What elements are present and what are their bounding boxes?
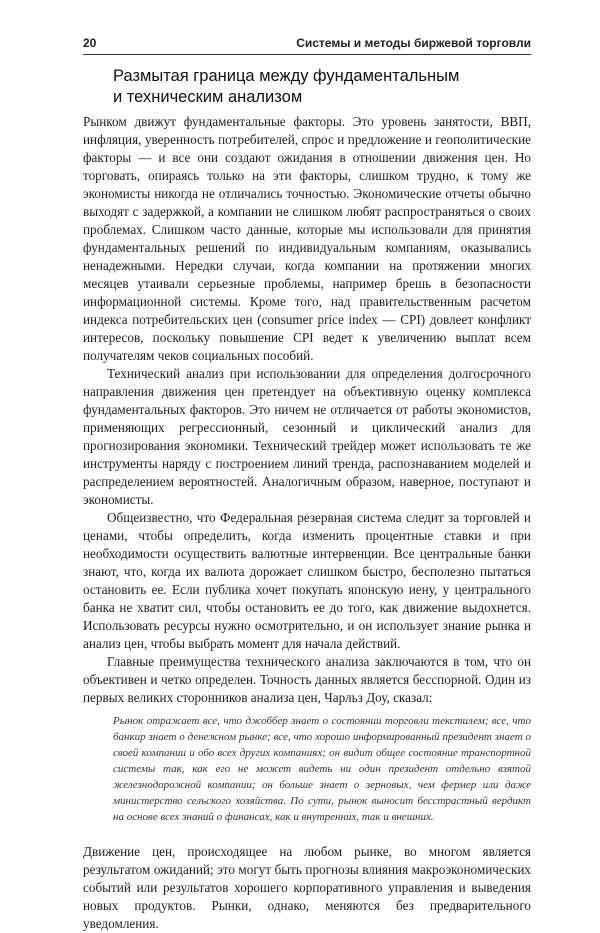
paragraph: Главные преимущества технического анализа заключаются в том, что он объективен и четко определен. Точность данных является бесспорной. Один из первых великих сторонников анализа цен, Чарльз Доу, сказал:	[83, 654, 531, 705]
section-title	[113, 66, 513, 108]
running-title: Системы и методы биржевой торговли	[296, 36, 531, 50]
page-header	[83, 34, 531, 55]
block-quote: Рынок отражает все, что джоббер знает о состоянии торговли текстилем; все, что банкир знает о денежном рынке; все, что хорошо информированный президент знает о своей компании и обо всех других компаниях; он видит общее состояние транспортной системы так, как его не может видеть ни один президент отдельно взятой железнодорожной компании; он больше знает о зерновых, чем фермер или даже министерство сельского хозяйства. По сути, рынок выносит бесстрастный вердикт на основе всех знаний о финансах, как и внутренних, так и внешних.	[113, 715, 531, 823]
paragraph: Общеизвестно, что Федеральная резервная система следит за торговлей и ценами, чтобы определить, когда изменить процентные ставки и при необходимости осуществить валютные интервенции. Все центральные банки знают, что, когда их валюта дорожает слишком быстро, бесполезно пытаться остановить ее. Если публика хочет покупать японскую иену, у центрального банка не хватит сил, чтобы остановить ее до того, как движение выдохнется. Использовать ресурсы нужно осмотрительно, и он использует знание рынка и анализ цен, чтобы выбрать момент для начала действий.	[83, 510, 531, 651]
page-number: 20	[83, 36, 97, 50]
paragraph: Рынком движут фундаментальные факторы. Это уровень занятости, ВВП, инфляция, уверенность потребителей, спрос и предложение и геополитические факторы — и все они создают ожидания в отношении движения цен. Но торговать, опираясь только на эти факторы, слишком трудно, к тому же экономисты никогда не отличались точностью. Экономические отчеты обычно выходят с задержкой, а компании не слишком любят распространяться о своих проблемах. Слишком часто данные, которые мы использовали для принятия фундаментальных решений по индивидуальным компаниям, оказывались ненадежными. Нередки случаи, когда компании на протяжении многих месяцев утаивали серьезные проблемы, например брешь в безопасности информационной системы. Кроме того, над правительственным расчетом индекса потребительских цен (consumer price index — CPI) довлеет конфликт интересов, поскольку повышение CPI ведет к увеличению выплат всем получателям чеков социальных пособий.	[83, 114, 531, 363]
section-title-line: Размытая граница между фундаментальным	[113, 67, 460, 85]
paragraph: Технический анализ при использовании для определения долгосрочного направления движения цен претендует на объективную оценку комплекса фундаментальных факторов. Это ничем не отличается от работы экономистов, применяющих регрессионный, сезонный и циклический анализ для прогнозирования экономики. Технический трейдер может использовать те же инструменты наряду с построением линий тренда, распознаванием моделей и распределением вероятностей. Аналогичным образом, наверное, поступают и экономисты.	[83, 366, 531, 507]
paragraph: Движение цен, происходящее на любом рынке, во многом является результатом ожиданий; это могут быть прогнозы влияния макроэкономических событий или результатов хорошего корпоративного управления и выведения новых продуктов. Рынки, однако, меняются без предварительного уведомления.	[83, 844, 531, 931]
section-title-line: и техническим анализом	[113, 88, 303, 106]
body-text	[83, 113, 531, 933]
